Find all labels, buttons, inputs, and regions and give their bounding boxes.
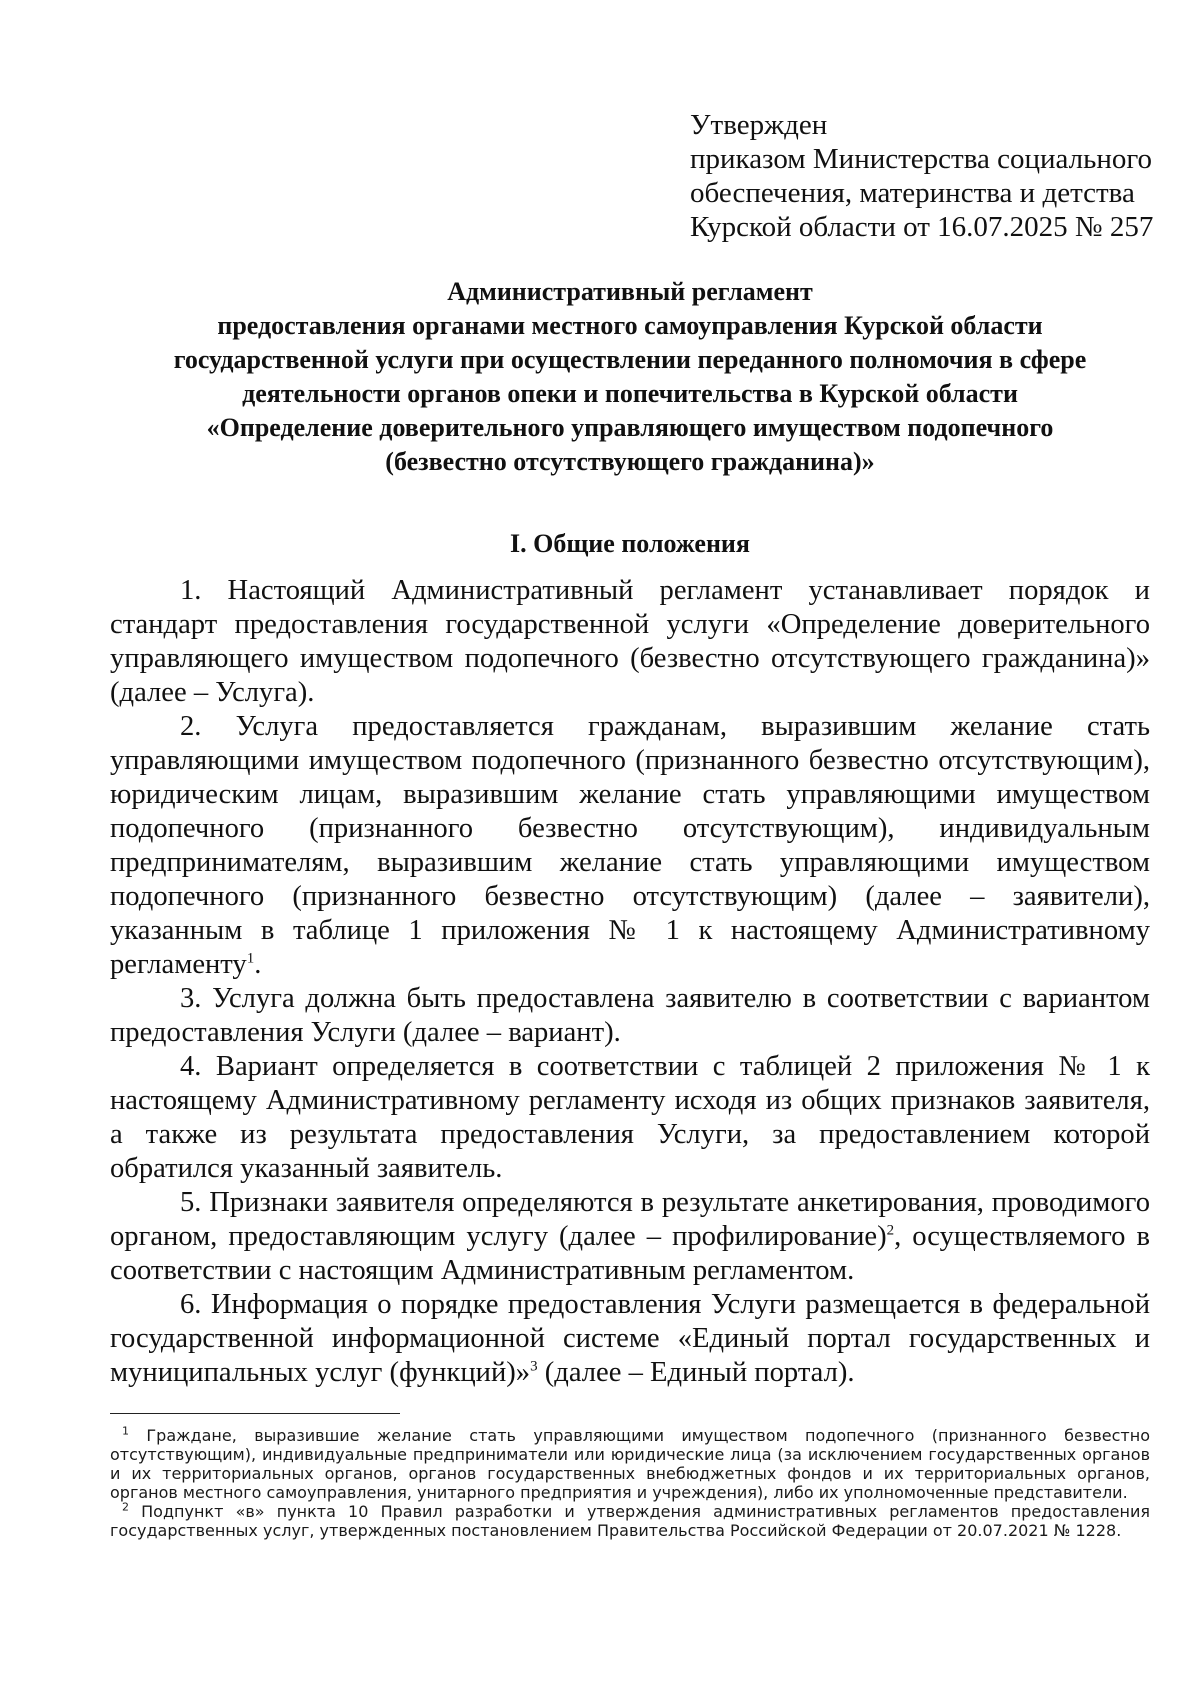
footnote-ref-3[interactable]: 3 [530, 1358, 538, 1375]
title-line: (безвестно отсутствующего гражданина)» [385, 447, 875, 476]
footnote-ref-1[interactable]: 1 [246, 950, 255, 967]
paragraph-5-tail: , осуществляемого в соответствии с настоящим Административным регламентом. [110, 1221, 1150, 1286]
paragraph-5 [110, 1186, 1150, 1288]
footnote-2-text: Подпункт «в» пункта 10 Правил разработки и утверждения административных регламентов предоставления государственных услуг, утвержденных постановлением Правительства Российской Федерации от 20.07.2021 № 1228. [110, 1502, 1150, 1540]
paragraph-2 [110, 710, 1150, 982]
footnote-mark-1: 1 [122, 1424, 129, 1438]
title-line: государственной услуги при осуществлении переданного полномочия в сфере [173, 345, 1087, 374]
approval-stamp [690, 108, 1160, 244]
approval-line: Утвержден [690, 109, 828, 141]
paragraph-6-tail: (далее – Единый портал). [537, 1357, 855, 1388]
body-text [110, 574, 1150, 1390]
paragraph-6 [110, 1288, 1150, 1390]
paragraph-2-text: 2. Услуга предоставляется гражданам, выразившим желание стать управляющими имуществом подопечного (признанного безвестно отсутствующим), юридическим лицам, выразившим желание стать управляющими имуществом подопечного (признанного безвестно отсутствующим), индивидуальным предпринимателям, выразившим желание стать управляющими имуществом подопечного (признанного безвестно отсутствующим) (далее – заявители), указанным в таблице 1 приложения № 1 к настоящему Административному регламенту [110, 711, 1150, 980]
paragraph-5-text: 5. Признаки заявителя определяются в результате анкетирования, проводимого органом, предоставляющим услугу (далее – профилирование) [110, 1187, 1150, 1252]
paragraph-4: 4. Вариант определяется в соответствии с таблицей 2 приложения № 1 к настоящему Административному регламенту исходя из общих признаков заявителя, а также из результата предоставления Услуги, за предоставлением которой обратился указанный заявитель. [110, 1051, 1150, 1184]
footnote-ref-2[interactable]: 2 [886, 1222, 895, 1239]
paragraph-1: 1. Настоящий Административный регламент устанавливает порядок и стандарт предоставления государственной услуги «Определение доверительного управляющего имуществом подопечного (безвестно отсутствующего гражданина)» (далее – Услуга). [110, 575, 1150, 708]
paragraph-3: 3. Услуга должна быть предоставлена заявителю в соответствии с вариантом предоставления Услуги (далее – вариант). [110, 983, 1150, 1048]
document-title [110, 275, 1150, 479]
paragraph-6-text: 6. Информация о порядке предоставления Услуги размещается в федеральной государственной информационной системе «Единый портал государственных и муниципальных услуг (функций)» [110, 1289, 1150, 1388]
title-line: «Определение доверительного управляющего имуществом подопечного [206, 413, 1054, 442]
footnote-2 [110, 1502, 1150, 1540]
footnotes [110, 1426, 1150, 1540]
title-line: деятельности органов опеки и попечительства в Курской области [242, 379, 1018, 408]
section-heading: I. Общие положения [510, 529, 750, 558]
approval-line: Курской области от 16.07.2025 № 257 [690, 211, 1154, 243]
footnote-separator [110, 1413, 400, 1414]
approval-line: обеспечения, материнства и детства [690, 177, 1135, 209]
approval-line: приказом Министерства социального [690, 143, 1153, 175]
footnote-1 [110, 1426, 1150, 1502]
title-line: Административный регламент [447, 277, 813, 306]
footnote-1-text: Граждане, выразившие желание стать управляющими имуществом подопечного (признанного безвестно отсутствующим), индивидуальные предприниматели или юридические лица (за исключением государственных органов и их территориальных органов, органов государственных внебюджетных фондов и их территориальных органов, органов местного самоуправления, унитарного предприятия и учреждения), либо их уполномоченные представители. [110, 1426, 1150, 1502]
paragraph-2-end: . [254, 949, 262, 980]
title-line: предоставления органами местного самоуправления Курской области [217, 311, 1043, 340]
footnote-mark-2: 2 [122, 1500, 129, 1514]
